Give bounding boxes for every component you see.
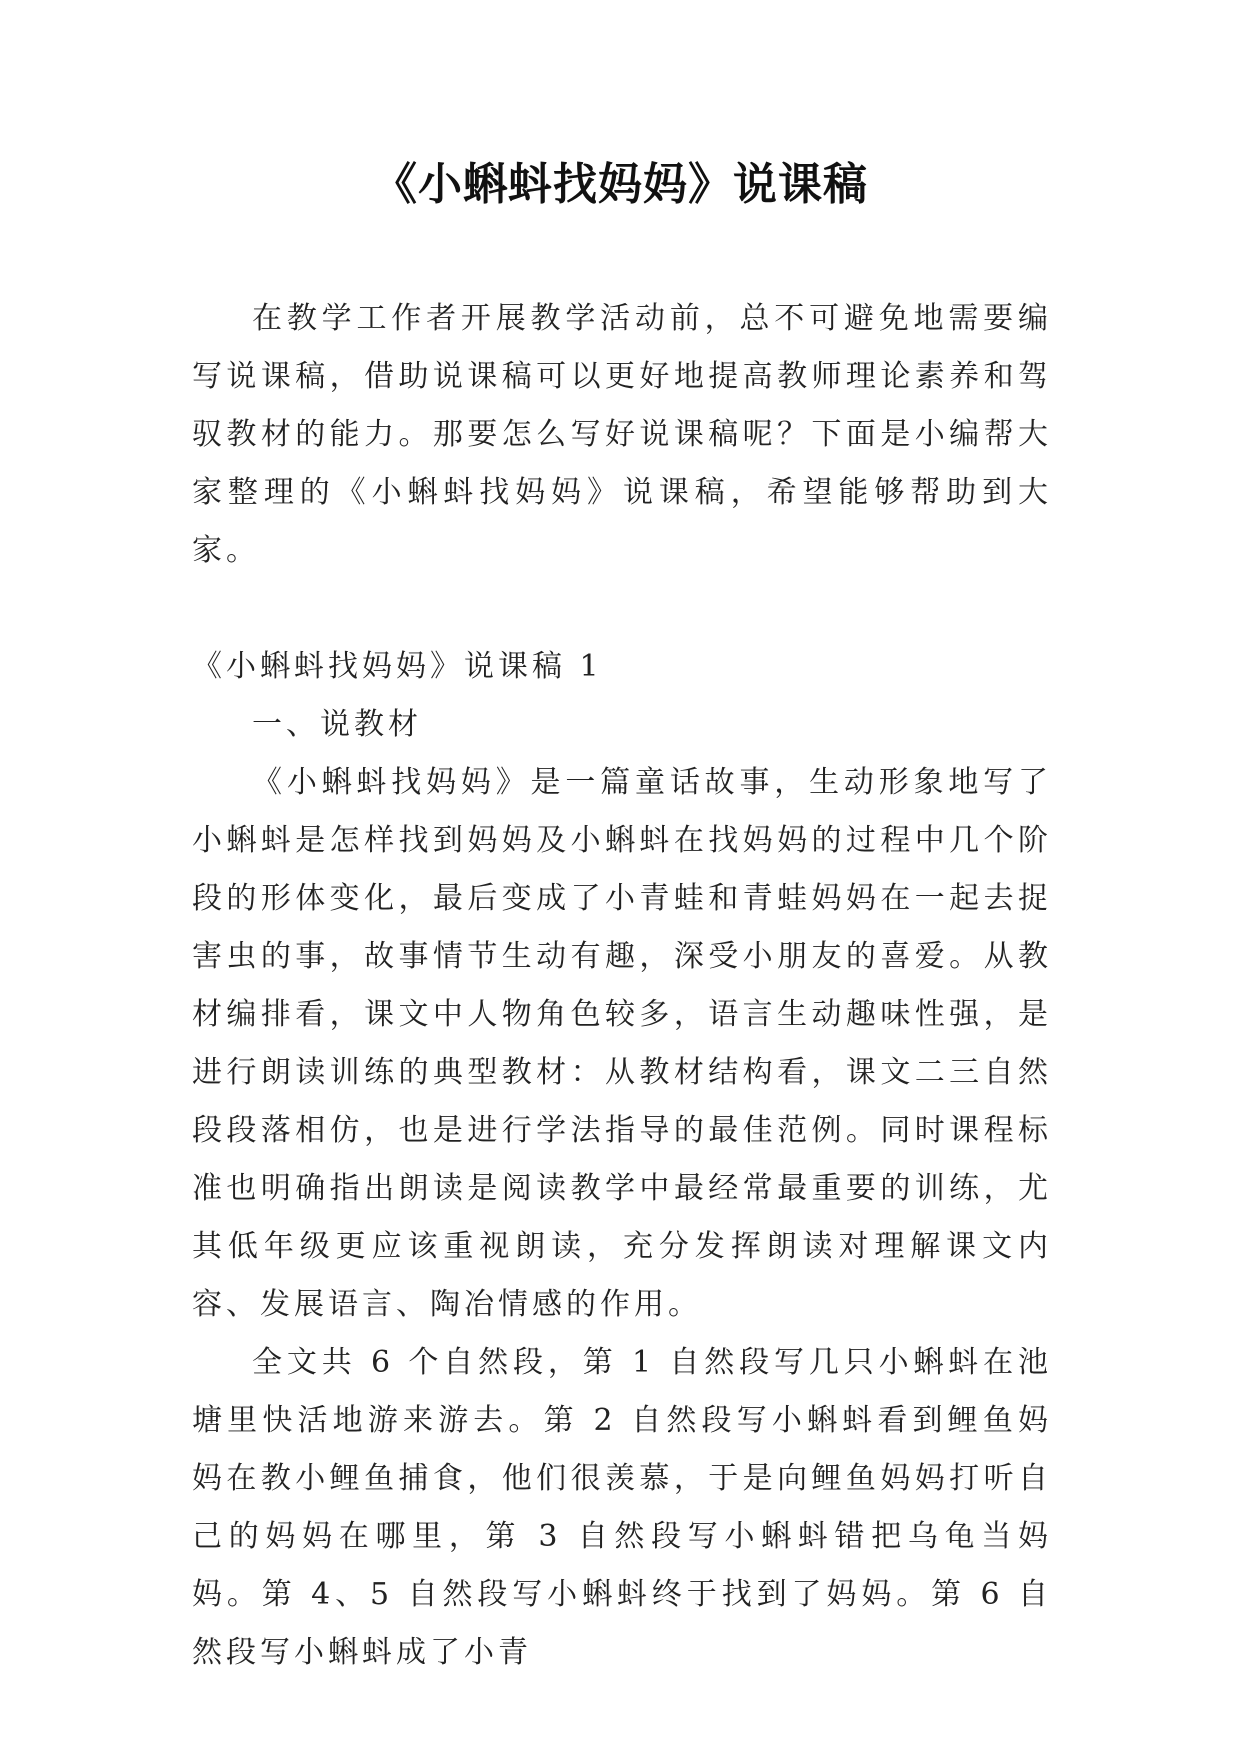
intro-paragraph: 在教学工作者开展教学活动前，总不可避免地需要编写说课稿，借助说课稿可以更好地提高教师理论素养和驾驭教材的能力。那要怎么写好说课稿呢？下面是小编帮大家整理的《小蝌蚪找妈妈》说课稿，希望能够帮助到大家。 xyxy=(192,301,1052,568)
body-paragraph-1: 《小蝌蚪找妈妈》是一篇童话故事，生动形象地写了小蝌蚪是怎样找到妈妈及小蝌蚪在找妈妈的过程中几个阶段的形体变化，最后变成了小青蛙和青蛙妈妈在一起去捉害虫的事，故事情节生动有趣，深受小朋友的喜爱。从教材编排看，课文中人物角色较多，语言生动趣味性强，是进行朗读训练的典型教材：从教材结构看，课文二三自然段段落相仿，也是进行学法指导的最佳范例。同时课程标准也明确指出朗读是阅读教学中最经常最重要的训练，尤其低年级更应该重视朗读，充分发挥朗读对理解课文内容、发展语言、陶冶情感的作用。 xyxy=(192,765,1052,1322)
document-body xyxy=(192,290,1052,1682)
subheading-textbook: 一、说教材 xyxy=(252,707,422,742)
section-title: 《小蝌蚪找妈妈》说课稿 1 xyxy=(192,649,603,684)
body-paragraph-2: 全文共 6 个自然段，第 1 自然段写几只小蝌蚪在池塘里快活地游来游去。第 2 自然段写小蝌蚪看到鲤鱼妈妈在教小鲤鱼捕食，他们很羡慕，于是向鲤鱼妈妈打听自己的妈妈在哪里，第 3 自然段写小蝌蚪错把乌龟当妈妈。第 4、5 自然段写小蝌蚪终于找到了妈妈。第 6 自然段写小蝌蚪成了小青 xyxy=(192,1345,1052,1670)
document-title: 《小蝌蚪找妈妈》说课稿 xyxy=(373,159,868,210)
